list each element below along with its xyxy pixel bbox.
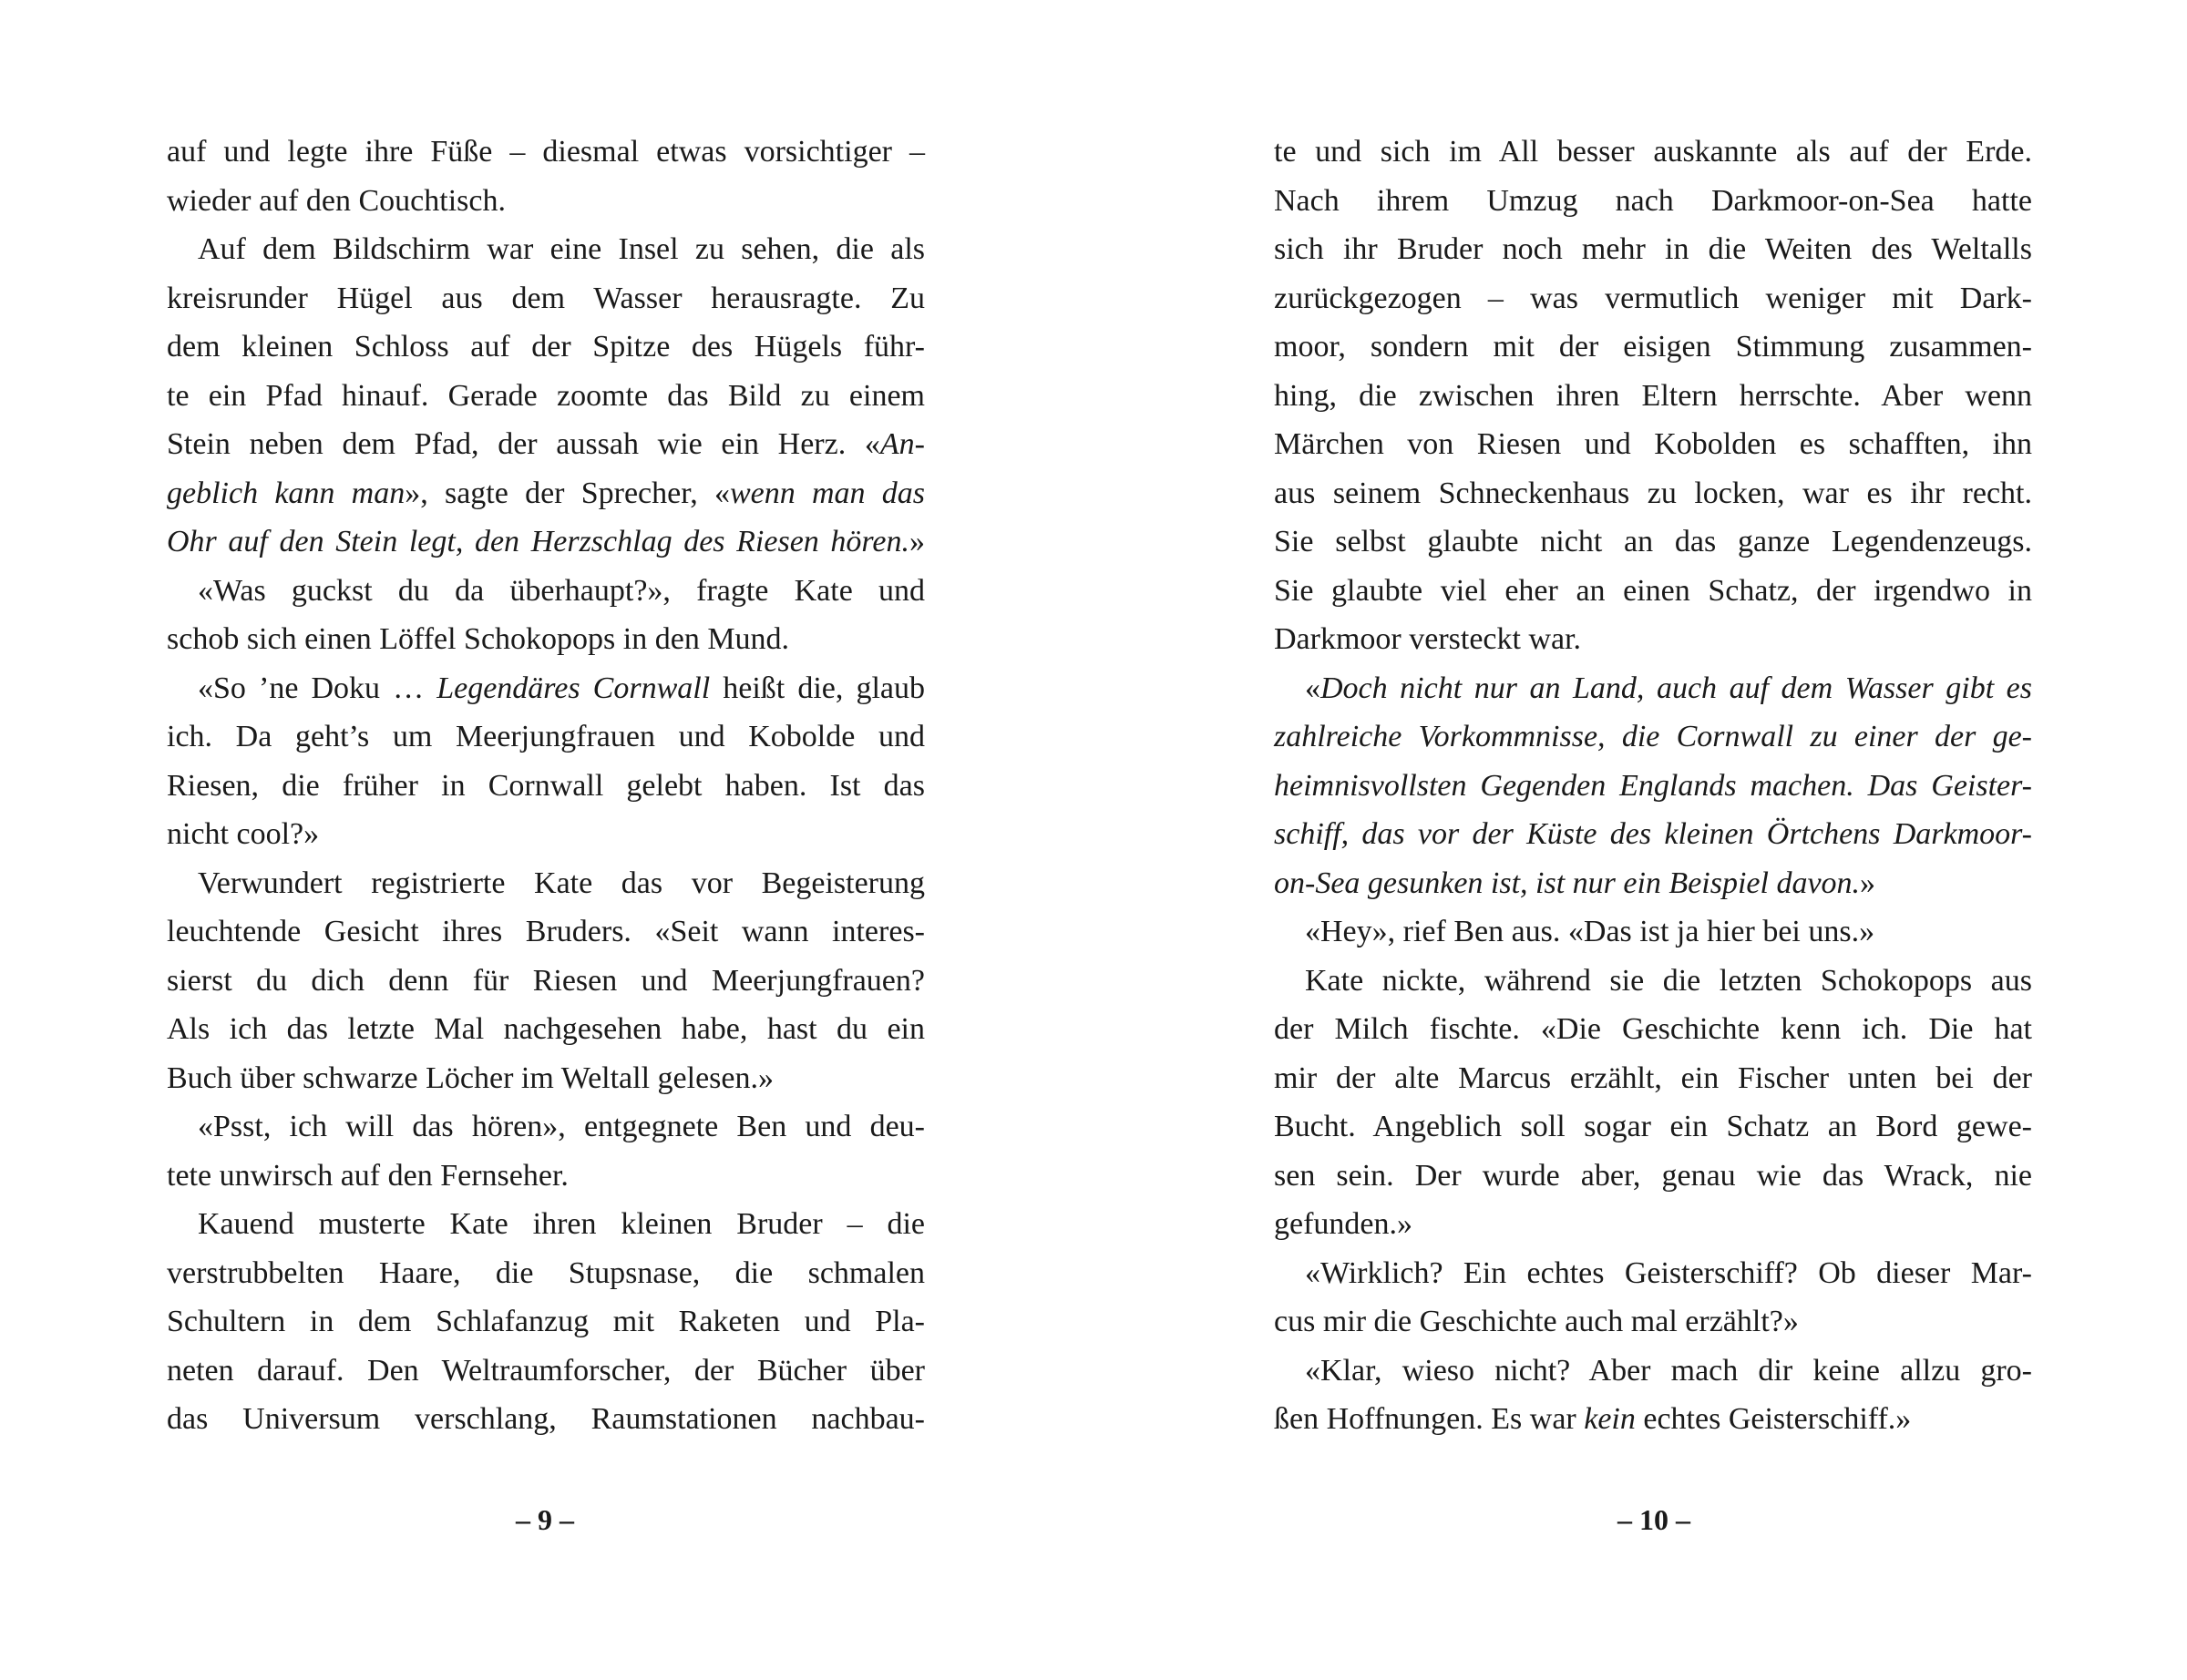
text-segment: aus seinem Schneckenhaus zu locken, war es ihr recht. xyxy=(1274,476,2032,510)
text-line xyxy=(167,1005,925,1054)
text-segment: ßen Hoffnungen. Es war xyxy=(1274,1402,1585,1436)
text-segment: «Wirklich? Ein echtes Geisterschiff? Ob dieser Mar- xyxy=(1305,1255,2032,1290)
text-segment: Sie glaubte viel eher an einen Schatz, der irgendwo in xyxy=(1274,573,2032,608)
text-line xyxy=(167,1152,925,1201)
text-line xyxy=(1274,225,2032,274)
page-number-left: – 9 – xyxy=(516,1503,574,1536)
text-line xyxy=(1274,712,2032,762)
text-line xyxy=(167,1054,925,1103)
text-line xyxy=(1274,323,2032,372)
text-segment: », sagte der Sprecher, « xyxy=(405,476,730,510)
italic-text: wenn man das xyxy=(729,476,925,510)
text-segment: «Was guckst du da überhaupt?», fragte Kate und xyxy=(198,573,925,608)
text-line xyxy=(1274,957,2032,1006)
text-line xyxy=(167,517,925,567)
text-segment: echtes Geisterschiff.» xyxy=(1635,1402,1912,1436)
text-segment: Schultern in dem Schlafanzug mit Raketen und Pla- xyxy=(167,1305,925,1338)
text-segment: Auf dem Bildschirm war eine Insel zu sehen, die als xyxy=(198,232,925,266)
italic-text: Doch nicht nur an Land, auch auf dem Wasser gibt es xyxy=(1320,671,2032,705)
text-line xyxy=(1274,1297,2032,1347)
text-line xyxy=(1274,567,2032,616)
text-segment: Stein neben dem Pfad, der aussah wie ein Herz. « xyxy=(167,427,880,461)
text-segment: auf und legte ihre Füße – diesmal etwas vorsichtiger – xyxy=(167,135,925,169)
text-line xyxy=(1274,1395,2032,1444)
text-line xyxy=(1274,420,2032,469)
text-segment: Darkmoor versteckt war. xyxy=(1274,622,1582,656)
text-segment: Nach ihrem Umzug nach Darkmoor-on-Sea hatte xyxy=(1274,183,2032,218)
italic-text: kein xyxy=(1584,1402,1636,1436)
text-line xyxy=(167,225,925,274)
text-segment: Kate nickte, während sie die letzten Schokopops aus xyxy=(1305,963,2032,998)
text-line xyxy=(167,615,925,664)
left-page-text xyxy=(167,128,925,1444)
text-line xyxy=(1274,1200,2032,1249)
text-segment: dem kleinen Schloss auf der Spitze des Hügels führ- xyxy=(167,330,925,364)
text-line xyxy=(1274,1054,2032,1103)
text-line xyxy=(167,420,925,469)
text-segment: « xyxy=(1305,671,1320,705)
text-line xyxy=(1274,1102,2032,1152)
text-segment: mir der alte Marcus erzählt, ein Fischer unten bei der xyxy=(1274,1060,2032,1095)
text-segment: neten darauf. Den Weltraumforscher, der Bücher über xyxy=(167,1353,925,1388)
text-segment: Verwundert registrierte Kate das vor Begeisterung xyxy=(198,866,925,900)
text-line xyxy=(167,1200,925,1249)
text-segment: moor, sondern mit der eisigen Stimmung zusammen- xyxy=(1274,330,2032,364)
text-segment: Sie selbst glaubte nicht an das ganze Legendenzeugs. xyxy=(1274,525,2032,558)
text-line xyxy=(1274,859,2032,908)
text-line xyxy=(167,274,925,323)
text-line xyxy=(167,469,925,518)
text-segment: Kauend musterte Kate ihren kleinen Bruder – die xyxy=(198,1207,925,1241)
text-line xyxy=(167,128,925,177)
text-line xyxy=(167,907,925,957)
italic-text: on-Sea gesunken ist, ist nur ein Beispiel davon. xyxy=(1274,866,1861,900)
text-line xyxy=(167,1297,925,1347)
text-segment: sich ihr Bruder noch mehr in die Weiten des Weltalls xyxy=(1274,232,2032,266)
text-line xyxy=(167,712,925,762)
text-line xyxy=(1274,810,2032,859)
text-line xyxy=(167,567,925,616)
text-line xyxy=(1274,1249,2032,1298)
text-line xyxy=(167,762,925,811)
text-segment: «So ’ne Doku … xyxy=(198,671,437,705)
text-segment: ich. Da geht’s um Meerjungfrauen und Kobolde und xyxy=(167,720,925,753)
text-segment: «Psst, ich will das hören», entgegnete Ben und deu- xyxy=(198,1110,925,1143)
text-segment: das Universum verschlang, Raumstationen nachbau- xyxy=(167,1402,925,1436)
text-segment: leuchtende Gesicht ihres Bruders. «Seit wann interes- xyxy=(167,915,925,948)
text-line xyxy=(1274,664,2032,713)
italic-text: Legendäres Cornwall xyxy=(436,671,711,705)
text-segment: zurückgezogen – was vermutlich weniger mit Dark- xyxy=(1274,281,2032,315)
text-segment: nicht cool?» xyxy=(167,817,320,851)
text-segment: Bucht. Angeblich soll sogar ein Schatz an Bord gewe- xyxy=(1274,1110,2032,1143)
text-segment: schob sich einen Löffel Schokopops in den Mund. xyxy=(167,622,790,656)
text-segment: Als ich das letzte Mal nachgesehen habe, hast du ein xyxy=(167,1012,925,1046)
text-segment: wieder auf den Couchtisch. xyxy=(167,183,506,218)
text-segment: cus mir die Geschichte auch mal erzählt?» xyxy=(1274,1305,1799,1338)
text-line xyxy=(167,323,925,372)
text-segment: verstrubbelten Haare, die Stupsnase, die schmalen xyxy=(167,1255,925,1290)
text-segment: «Klar, wieso nicht? Aber mach dir keine allzu gro- xyxy=(1305,1353,2032,1388)
text-line xyxy=(167,1102,925,1152)
text-line xyxy=(167,664,925,713)
text-line xyxy=(167,1249,925,1298)
italic-text: heimnisvollsten Gegenden Englands machen. Das Geister- xyxy=(1274,768,2032,803)
text-line xyxy=(1274,517,2032,567)
text-segment: Märchen von Riesen und Kobolden es schafften, ihn xyxy=(1274,427,2032,461)
text-segment: der Milch fischte. «Die Geschichte kenn ich. Die hat xyxy=(1274,1012,2032,1046)
text-segment: sierst du dich denn für Riesen und Meerjungfrauen? xyxy=(167,963,925,998)
text-line xyxy=(1274,1152,2032,1201)
text-segment: Buch über schwarze Löcher im Weltall gelesen.» xyxy=(167,1060,774,1095)
text-line xyxy=(1274,1005,2032,1054)
text-line xyxy=(1274,1347,2032,1396)
text-segment: » xyxy=(909,525,925,558)
text-segment: heißt die, glaub xyxy=(710,671,925,705)
text-line xyxy=(167,177,925,226)
text-line xyxy=(167,859,925,908)
text-line xyxy=(1274,762,2032,811)
text-line xyxy=(1274,128,2032,177)
text-line xyxy=(167,372,925,421)
text-segment: te und sich im All besser auskannte als auf der Erde. xyxy=(1274,135,2032,169)
text-segment: hing, die zwischen ihren Eltern herrschte. Aber wenn xyxy=(1274,378,2032,413)
text-segment: » xyxy=(1860,866,1876,900)
text-line xyxy=(1274,907,2032,957)
text-line xyxy=(1274,274,2032,323)
page-number-right: – 10 – xyxy=(1617,1503,1690,1536)
text-segment: kreisrunder Hügel aus dem Wasser herausragte. Zu xyxy=(167,281,925,315)
italic-text: schiff, das vor der Küste des kleinen Örtchens Darkmoor- xyxy=(1274,817,2032,851)
text-segment: gefunden.» xyxy=(1274,1207,1413,1241)
italic-text: zahlreiche Vorkommnisse, die Cornwall zu einer der ge- xyxy=(1274,720,2032,753)
text-line xyxy=(167,1395,925,1444)
italic-text: An- xyxy=(879,427,925,461)
text-segment: «Hey», rief Ben aus. «Das ist ja hier bei uns.» xyxy=(1305,915,1875,948)
text-segment: te ein Pfad hinauf. Gerade zoomte das Bild zu einem xyxy=(167,378,925,413)
text-line xyxy=(167,810,925,859)
text-line xyxy=(1274,615,2032,664)
text-line xyxy=(167,957,925,1006)
text-segment: sen sein. Der wurde aber, genau wie das Wrack, nie xyxy=(1274,1158,2032,1193)
text-line xyxy=(1274,469,2032,518)
text-line xyxy=(1274,372,2032,421)
text-segment: Riesen, die früher in Cornwall gelebt haben. Ist das xyxy=(167,768,925,803)
right-page-text xyxy=(1274,128,2032,1444)
italic-text: geblich kann man xyxy=(167,476,406,510)
italic-text: Ohr auf den Stein legt, den Herzschlag des Riesen hören. xyxy=(167,525,909,558)
text-line xyxy=(1274,177,2032,226)
text-line xyxy=(167,1347,925,1396)
text-segment: tete unwirsch auf den Fernseher. xyxy=(167,1158,569,1193)
